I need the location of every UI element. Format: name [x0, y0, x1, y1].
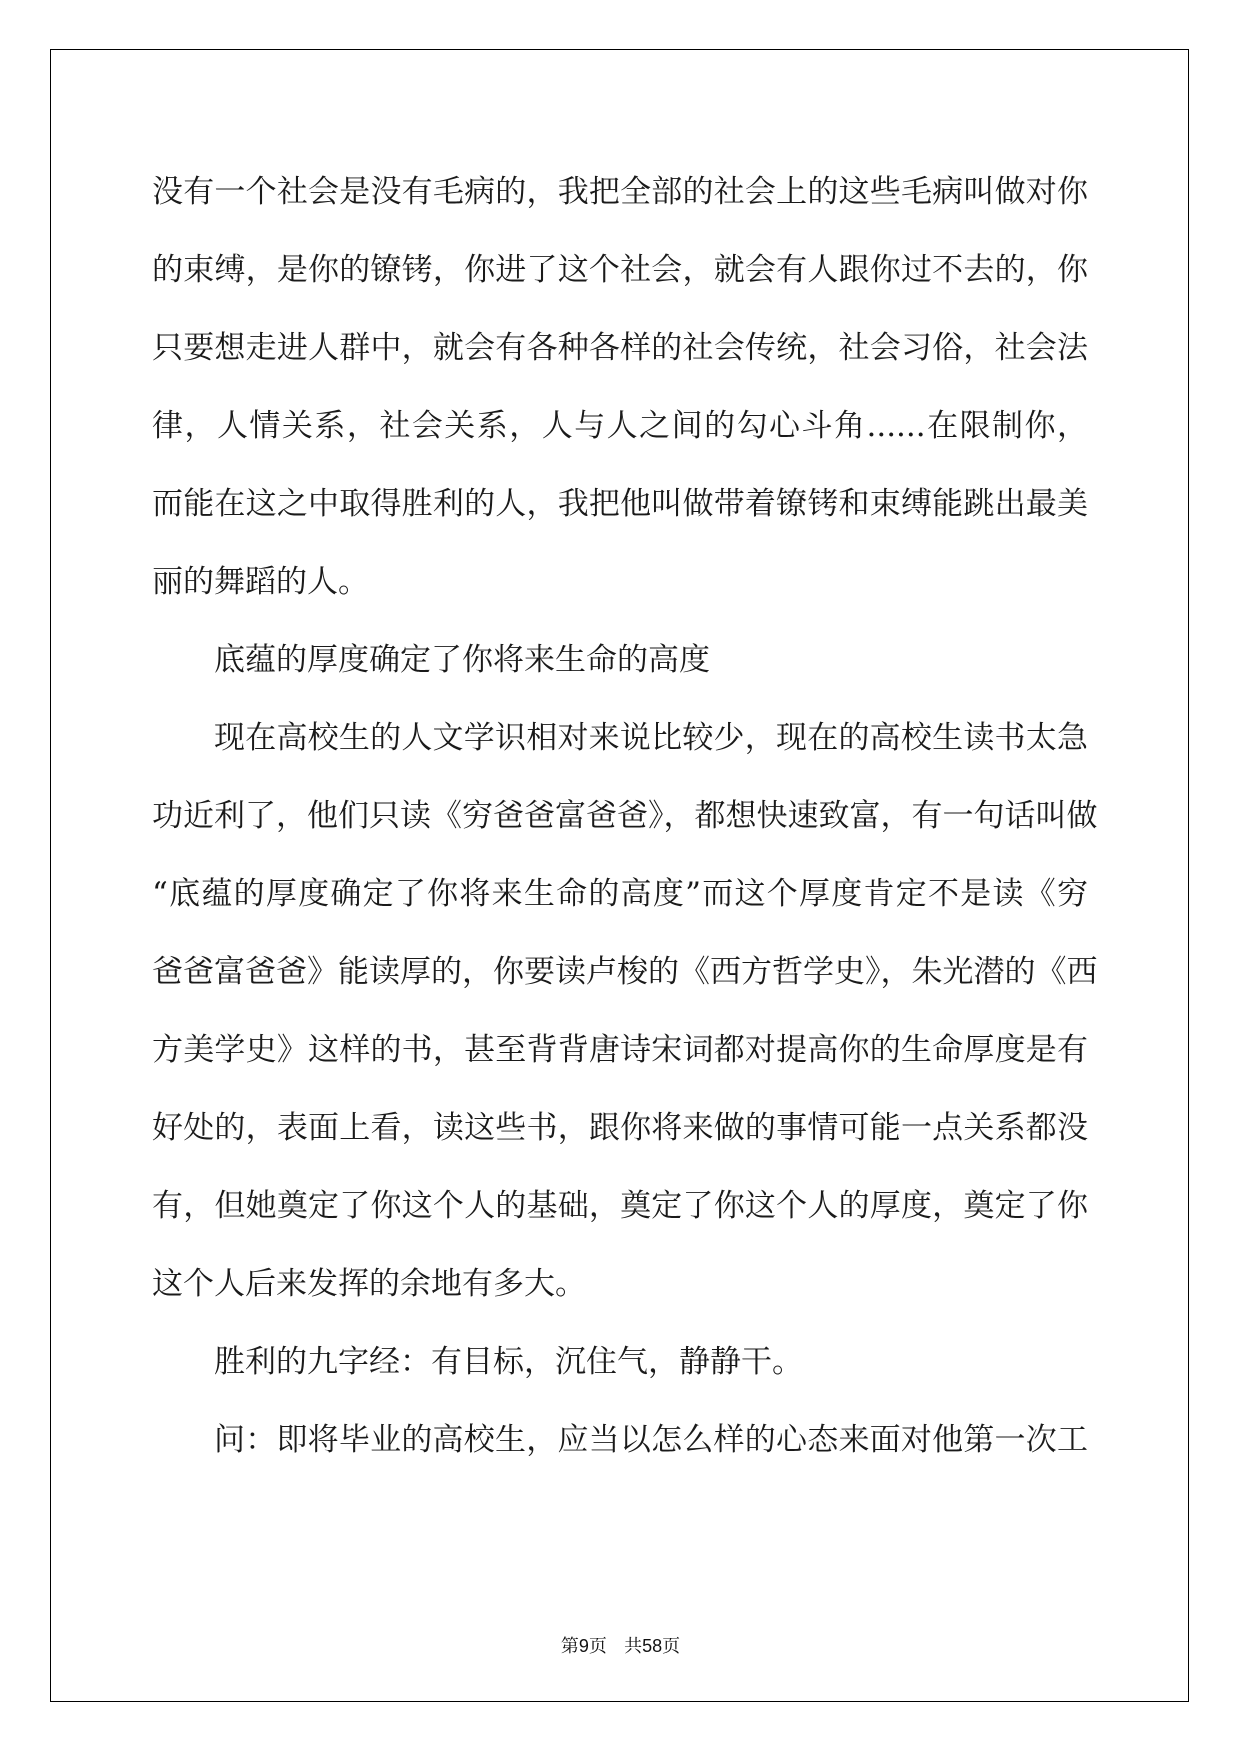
paragraph-line: 而能在这之中取得胜利的人，我把他叫做带着镣铐和束缚能跳出最美: [152, 486, 1088, 522]
total-prefix: 共: [624, 1636, 643, 1657]
page-prefix: 第: [560, 1636, 579, 1657]
paragraph-line: 现在高校生的人文学识相对来说比较少，现在的高校生读书太急: [214, 720, 1088, 756]
paragraph-line: 这个人后来发挥的余地有多大。: [152, 1266, 586, 1302]
paragraph-line: 胜利的九字经：有目标，沉住气，静静干。: [214, 1344, 803, 1380]
total-suffix: 页: [662, 1636, 681, 1657]
paragraph-line: 只要想走进人群中，就会有各种各样的社会传统，社会习俗，社会法: [152, 330, 1088, 366]
paragraph-line: 问：即将毕业的高校生，应当以怎么样的心态来面对他第一次工: [214, 1422, 1088, 1458]
paragraph-line: “底蕴的厚度确定了你将来生命的高度”而这个厚度肯定不是读《穷: [152, 876, 1088, 912]
paragraph-line: 的束缚，是你的镣铐，你进了这个社会，就会有人跟你过不去的，你: [152, 252, 1088, 288]
total-pages: 58: [642, 1636, 663, 1656]
section-heading: 底蕴的厚度确定了你将来生命的高度: [214, 642, 710, 678]
page-suffix: 页: [588, 1636, 607, 1657]
paragraph-line: 有，但她奠定了你这个人的基础，奠定了你这个人的厚度，奠定了你: [152, 1188, 1088, 1224]
paragraph-line: 方美学史》这样的书，甚至背背唐诗宋词都对提高你的生命厚度是有: [152, 1032, 1088, 1068]
paragraph-line: 律，人情关系，社会关系，人与人之间的勾心斗角......在限制你，: [152, 408, 1088, 444]
paragraph-line: 功近利了，他们只读《穷爸爸富爸爸》，都想快速致富，有一句话叫做: [152, 798, 1098, 834]
paragraph-line: 好处的，表面上看，读这些书，跟你将来做的事情可能一点关系都没: [152, 1110, 1088, 1146]
page-number: 9: [578, 1636, 589, 1656]
paragraph-line: 爸爸富爸爸》能读厚的，你要读卢梭的《西方哲学史》，朱光潜的《西: [152, 954, 1098, 990]
page-footer: [0, 1634, 1241, 1659]
paragraph-line: 丽的舞蹈的人。: [152, 564, 369, 600]
paragraph-line: 没有一个社会是没有毛病的，我把全部的社会上的这些毛病叫做对你: [152, 174, 1088, 210]
